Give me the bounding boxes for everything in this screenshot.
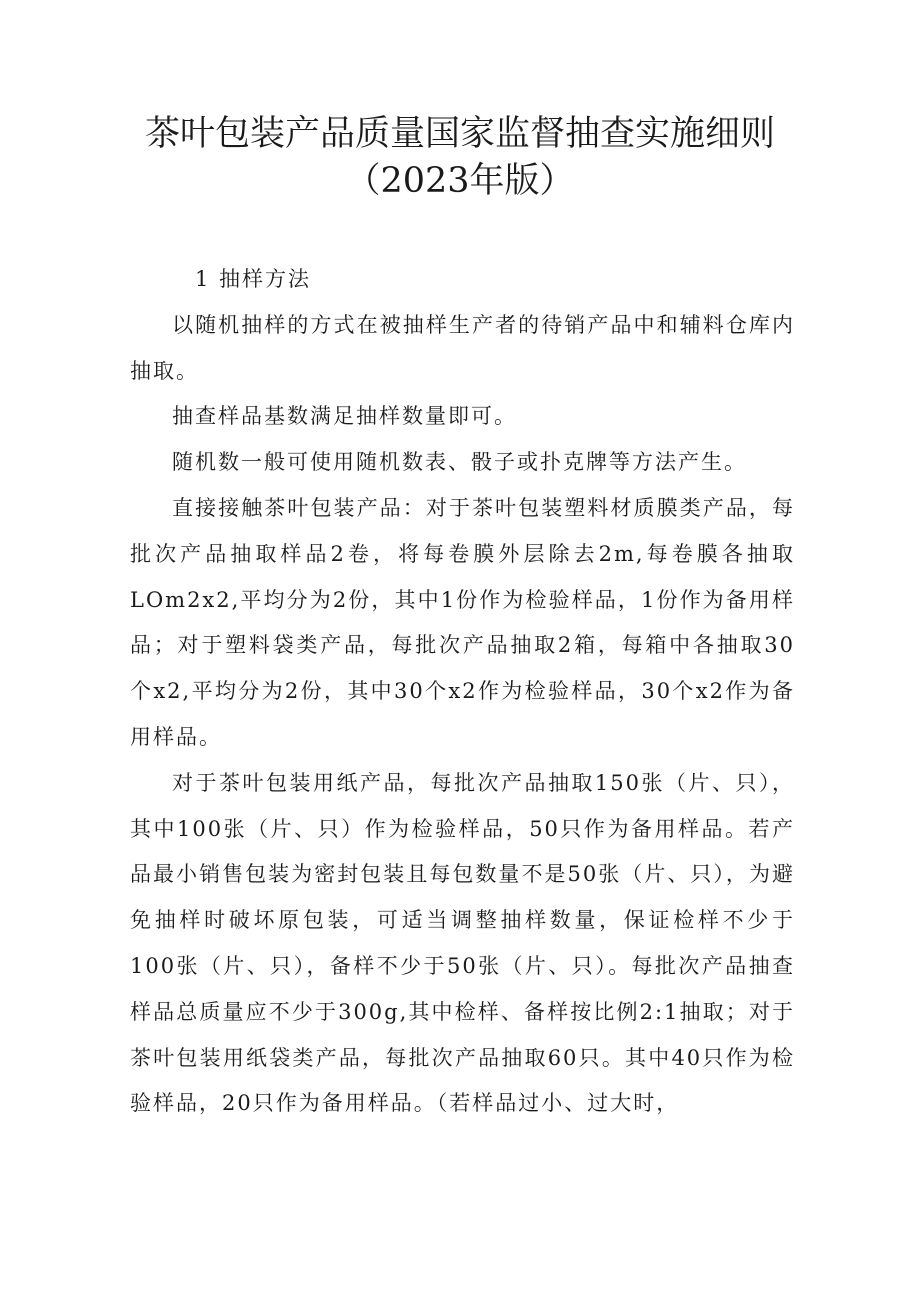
paragraph: 随机数一般可使用随机数表、骰子或扑克牌等方法产生。 <box>172 450 747 475</box>
section-heading: 1 抽样方法 <box>195 267 312 291</box>
document-subtitle-edition: （2023年版） <box>345 161 575 201</box>
paragraph: 对于茶叶包装用纸产品，每批次产品抽取150张（片、只），其中100张（片、只）作为检验样品，50只作为备用样品。若产品最小销售包装为密封包装且每包数量不是50张（片、只），为避免抽样时破坏原包装，可适当调整抽样数量，保证检样不少于100张（片、只），备样不少于50张（片、只）。每批次产品抽查样品总质量应不少于300g,其中检样、备样按比例2:1抽取；对于茶叶包装用纸袋类产品，每批次产品抽取60只。其中40只作为检验样品，20只作为备用样品。（若样品过小、过大时， <box>130 770 795 1116</box>
paragraph: 抽查样品基数满足抽样数量即可。 <box>172 404 517 429</box>
paragraph: 以随机抽样的方式在被抽样生产者的待销产品中和辅料仓库内抽取。 <box>130 312 795 383</box>
document-title: 茶叶包装产品质量国家监督抽查实施细则 <box>144 114 775 154</box>
paragraph: 直接接触茶叶包装产品：对于茶叶包装塑料材质膜类产品，每批次产品抽取样品2卷，将每卷膜外层除去2m,每卷膜各抽取LOm2x2,平均分为2份，其中1份作为检验样品，1份作为备用样品；对于塑料袋类产品，每批次产品抽取2箱，每箱中各抽取30个x2,平均分为2份，其中30个x2作为检验样品，30个x2作为备用样品。 <box>130 495 795 749</box>
document-body <box>130 257 795 1127</box>
